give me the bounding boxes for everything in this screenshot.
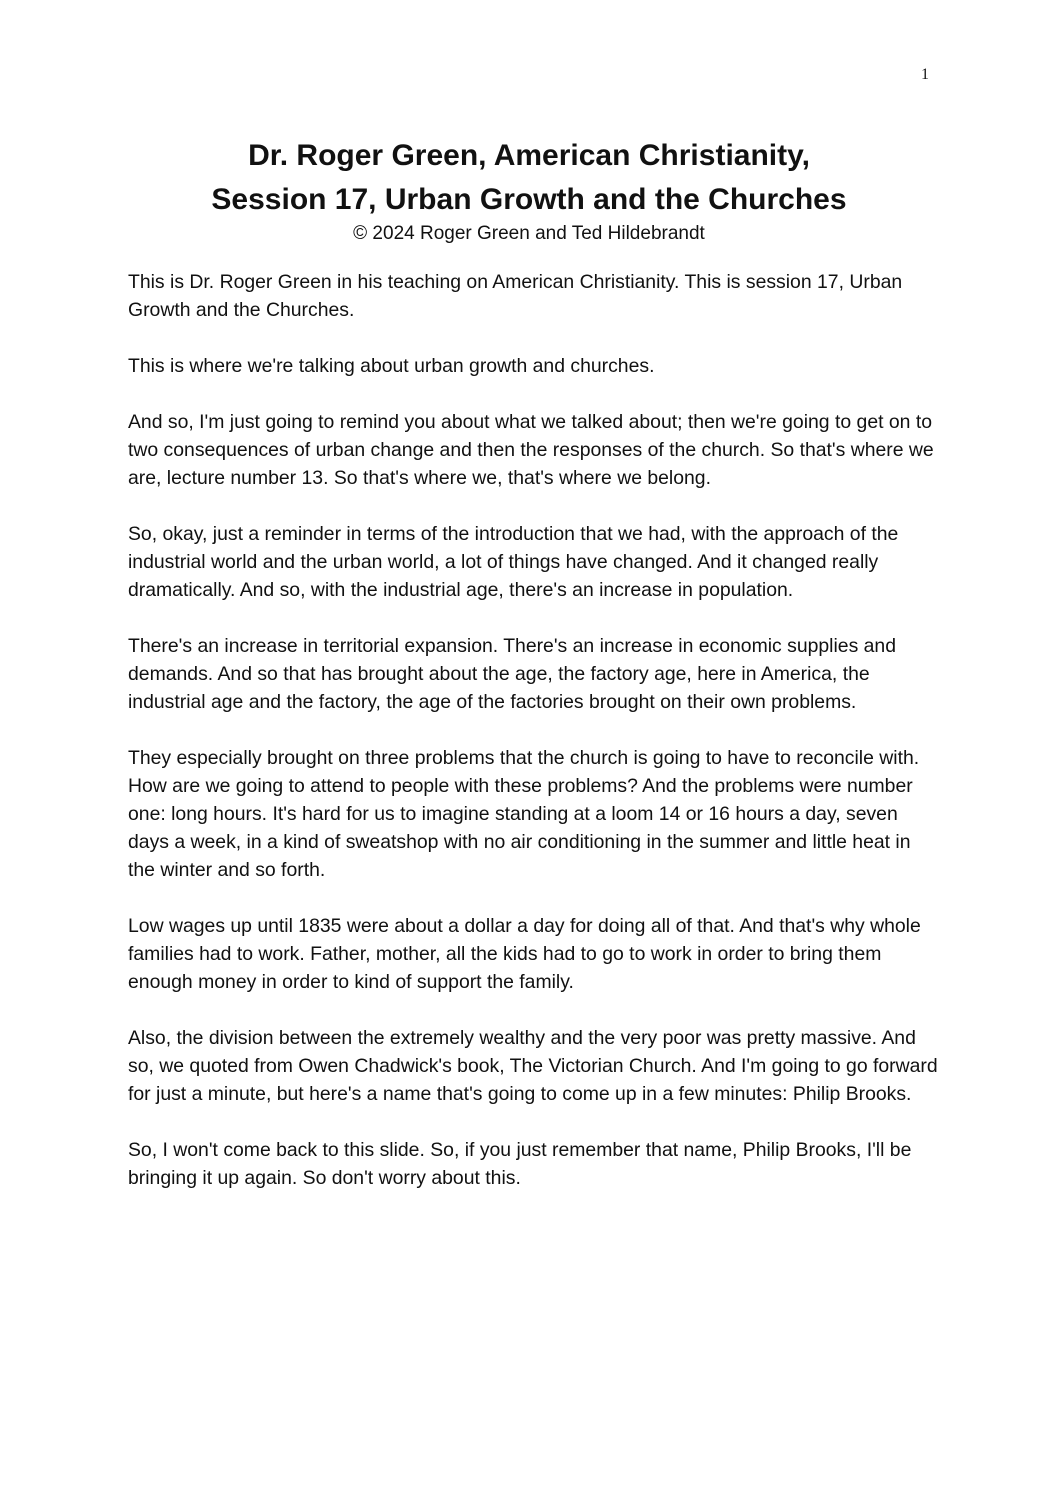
title-line-2: Session 17, Urban Growth and the Churches — [211, 183, 847, 216]
paragraph: Low wages up until 1835 were about a dollar a day for doing all of that. And that's why whole families had to work. Father, mother, all the kids had to go to work in order to bring them enough money in order to kind of support the family. — [128, 915, 921, 993]
title-line-1: Dr. Roger Green, American Christianity, — [248, 139, 810, 172]
paragraph: This is Dr. Roger Green in his teaching on American Christianity. This is session 17, Urban Growth and the Churches. — [128, 271, 903, 321]
page-number: 1 — [921, 66, 929, 83]
copyright-notice: © 2024 Roger Green and Ted Hildebrandt — [353, 223, 705, 244]
paragraph: And so, I'm just going to remind you about what we talked about; then we're going to get on to two consequences of urban change and then the responses of the church. So that's where we are, lecture number 13. So that's where we, that's where we belong. — [128, 411, 934, 489]
paragraph: Also, the division between the extremely wealthy and the very poor was pretty massive. And so, we quoted from Owen Chadwick's book, The Victorian Church. And I'm going to go forward for just a minute, but here's a name that's going to come up in a few minutes: Philip Brooks. — [128, 1027, 938, 1105]
paragraph: This is where we're talking about urban growth and churches. — [128, 355, 655, 377]
paragraph: So, I won't come back to this slide. So, if you just remember that name, Philip Brooks, I'll be bringing it up again. So don't worry about this. — [128, 1139, 912, 1189]
document-title — [0, 134, 1058, 222]
paragraph: They especially brought on three problems that the church is going to have to reconcile with. How are we going to attend to people with these problems? And the problems were number one: long hours. It's hard for us to imagine standing at a loom 14 or 16 hours a day, seven days a week, in a kind of sweatshop with no air conditioning in the summer and little heat in the winter and so forth. — [128, 747, 920, 881]
transcript-body — [128, 268, 940, 1220]
paragraph: So, okay, just a reminder in terms of the introduction that we had, with the approach of the industrial world and the urban world, a lot of things have changed. And it changed really dramatically. And so, with the industrial age, there's an increase in population. — [128, 523, 899, 601]
paragraph: There's an increase in territorial expansion. There's an increase in economic supplies and demands. And so that has brought about the age, the factory age, here in America, the industrial age and the factory, the age of the factories brought on their own problems. — [128, 635, 897, 713]
